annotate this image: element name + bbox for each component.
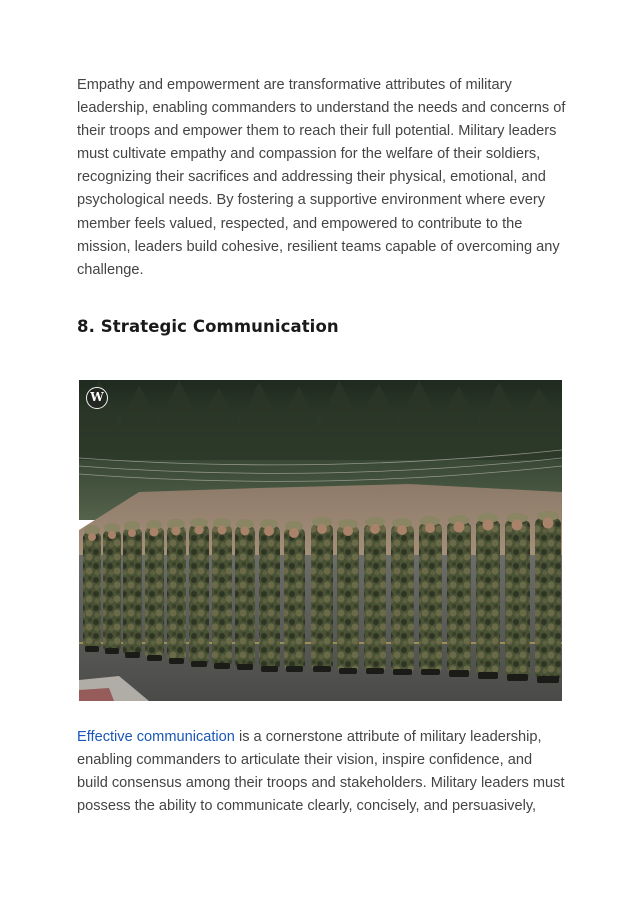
empathy-paragraph: Empathy and empowerment are transformative attributes of military leadership, enabling commanders to understand the needs and concerns of their troops and empower them to reach their full potential. Military leaders must cultivate empathy and compassion for the welfare of their soldiers, recognizing their sacrifices and addressing their physical, emotional, and psychological needs. By fostering a supportive environment where every member feels valued, respected, and empowered to contribute to the mission, leaders build cohesive, resilient teams capable of overcoming any challenge. [77, 77, 566, 278]
communication-paragraph [77, 726, 565, 818]
section-heading: 8. Strategic Communication [77, 317, 339, 336]
soldiers-photo [79, 380, 562, 701]
communication-paragraph-text: is a cornerstone attribute of military leadership, enabling commanders to articulate their vision, inspire confidence, and build consensus among their troops and stakeholders. Military leaders must possess the ability to communicate clearly, concisely, and persuasively, [77, 729, 565, 815]
watermark-logo-icon: W [86, 387, 108, 409]
effective-communication-link[interactable]: Effective communication [77, 729, 235, 745]
